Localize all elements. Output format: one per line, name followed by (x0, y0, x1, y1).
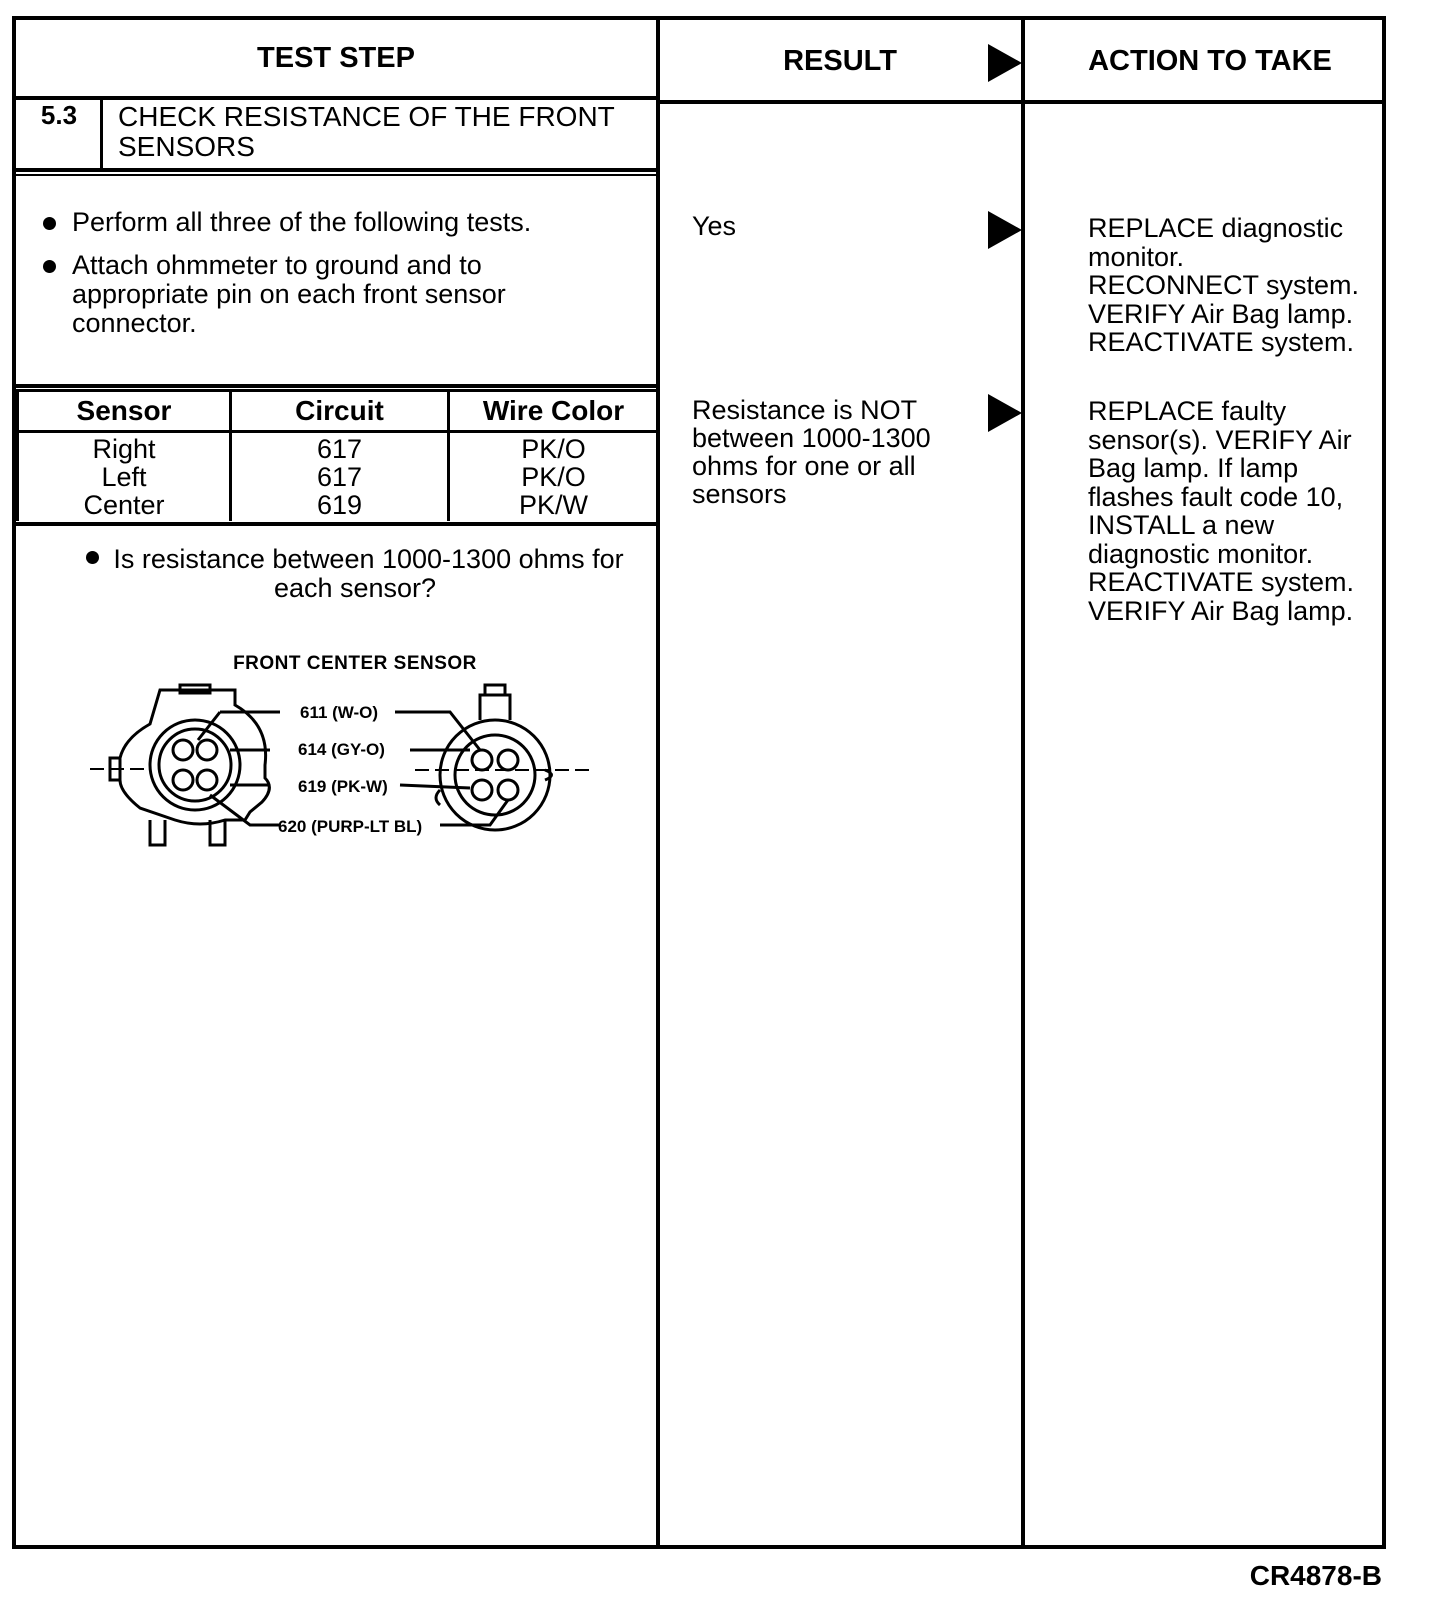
step-title-line: SENSORS (118, 131, 255, 162)
header-action: ACTION TO TAKE (1088, 45, 1332, 77)
header-rule (12, 96, 660, 100)
diagram-title: FRONT CENTER SENSOR (233, 653, 477, 674)
step-title-line: CHECK RESISTANCE OF THE FRONT (118, 101, 615, 132)
table-bottom-rule (12, 522, 660, 526)
header-arrow-icon (988, 44, 1022, 82)
header-rule-right (656, 100, 1386, 104)
result-yes: Yes (692, 211, 737, 241)
action-yes: REPLACE diagnostic monitor. RECONNECT system. VERIFY Air Bag lamp. REACTIVATE system. (1088, 213, 1360, 357)
resistance-question: Is resistance between 1000-1300 ohms for each sensor? (60, 545, 650, 603)
bullet-icon (86, 551, 99, 564)
instruction-item: Attach ohmmeter to ground and to appropriate pin on each front sensor connector. (72, 251, 642, 338)
result-no-arrow-icon (988, 394, 1022, 432)
table-row (18, 432, 659, 522)
header-result: RESULT (783, 45, 897, 77)
table-header-row (18, 391, 659, 432)
front-center-sensor-diagram (80, 680, 620, 880)
header-test-step: TEST STEP (257, 42, 415, 74)
sensor-circuit-table (16, 389, 660, 521)
bullet-icon (43, 260, 56, 273)
step-title (118, 102, 638, 162)
instruction-item: Perform all three of the following tests. (72, 208, 642, 237)
step-title-rule (12, 168, 660, 172)
sensor-cell: Right Left Center (18, 432, 231, 522)
column-divider-left (656, 16, 660, 1549)
document-code: CR4878-B (1249, 1560, 1382, 1591)
bullet-icon (43, 217, 56, 230)
col-header-circuit: Circuit (231, 391, 449, 432)
circuit-cell: 617 617 619 (231, 432, 449, 522)
step-number-divider (100, 96, 103, 170)
pin-label-620: 620 (PURP-LT BL) (278, 817, 423, 836)
col-header-sensor: Sensor (18, 391, 231, 432)
action-no: REPLACE faulty sensor(s). VERIFY Air Bag lamp. If lamp flashes fault code 10, INSTALL a new diagnostic monitor. REACTIVATE system. VERIFY Air Bag lamp. (1088, 396, 1355, 626)
instructions-rule (12, 384, 660, 388)
pin-label-619: 619 (PK-W) (298, 777, 388, 796)
result-yes-arrow-icon (988, 211, 1022, 249)
pin-label-611: 611 (W-O) (300, 703, 379, 722)
result-no: Resistance is NOT between 1000-1300 ohms for one or all sensors (692, 395, 931, 509)
step-number: 5.3 (40, 100, 78, 130)
wire-color-cell: PK/O PK/O PK/W (449, 432, 659, 522)
step-title-rule-2 (12, 174, 660, 176)
pin-label-614: 614 (GY-O) (298, 740, 385, 759)
col-header-wire-color: Wire Color (449, 391, 659, 432)
